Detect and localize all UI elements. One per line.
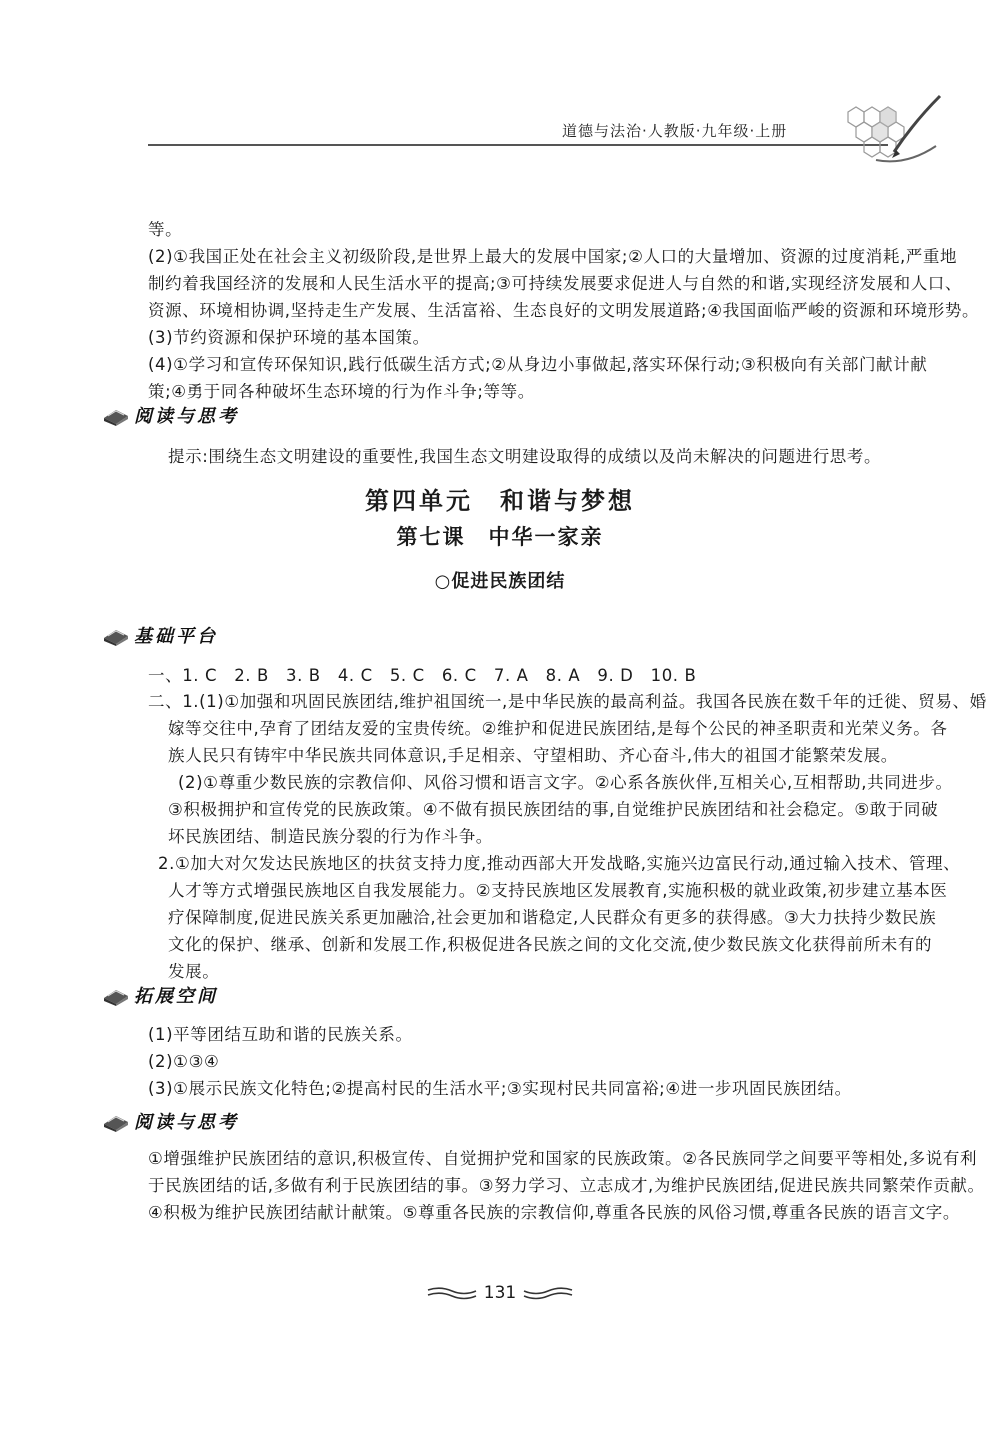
- text-line: 于民族团结的话,多做有利于民族团结的事。③努力学习、立志成才,为维护民族团结,促进民族共同繁荣作贡献。: [148, 1176, 985, 1195]
- section-label: 基础平台: [134, 626, 218, 647]
- book-icon: [102, 984, 130, 1006]
- section-label: 拓展空间: [134, 986, 218, 1007]
- text-line: (3)①展示民族文化特色;②提高村民的生活水平;③实现村民共同富裕;④进一步巩固民族团结。: [148, 1079, 852, 1098]
- expand-block: [148, 1021, 852, 1102]
- text-line: 嫁等交往中,孕育了团结友爱的宝贵传统。②维护和促进民族团结,是每个公民的神圣职责和光荣义务。各: [168, 719, 948, 738]
- page-number: [0, 1283, 1000, 1306]
- unit-title: 第四单元 和谐与梦想: [365, 487, 635, 515]
- choice-answers: [148, 662, 696, 689]
- text-line: (4)①学习和宣传环保知识,践行低碳生活方式;②从身边小事做起,落实环保行动;③积极向有关部门献计献: [148, 355, 928, 374]
- right-wave-ornament-icon: [522, 1285, 574, 1301]
- book-icon: [102, 1110, 130, 1132]
- section-title: ○促进民族团结: [434, 571, 566, 592]
- book-icon: [102, 404, 130, 426]
- text-line: 一、1. C 2. B 3. B 4. C 5. C 6. C 7. A 8. A 9. D 10. B: [148, 666, 697, 685]
- text-line: 人才等方式增强民族地区自我发展能力。②支持民族地区发展教育,实施积极的就业政策,初步建立基本医: [168, 881, 948, 900]
- text-line: ④积极为维护民族团结献计献策。⑤尊重各民族的宗教信仰,尊重各民族的风俗习惯,尊重各民族的语言文字。: [148, 1203, 960, 1222]
- top-block: [148, 216, 979, 405]
- header-rule: [148, 144, 888, 146]
- text-line: ①增强维护民族团结的意识,积极宣传、自觉拥护党和国家的民族政策。②各民族同学之间要平等相处,多说有利: [148, 1149, 978, 1168]
- text-line: ③积极拥护和宣传党的民族政策。④不做有损民族团结的事,自觉维护民族团结和社会稳定。⑤敢于同破: [168, 800, 939, 819]
- page-number-text: 131: [483, 1283, 517, 1303]
- book-icon: [102, 624, 130, 646]
- text-line: (1)平等团结互助和谐的民族关系。: [148, 1025, 413, 1044]
- honeycomb-pen-logo-icon: [836, 92, 946, 172]
- text-line: 提示:围绕生态文明建设的重要性,我国生态文明建设取得的成绩以及尚未解决的问题进行思考。: [168, 447, 882, 466]
- text-line: 族人民只有铸牢中华民族共同体意识,手足相亲、守望相助、齐心奋斗,伟大的祖国才能繁荣发展。: [168, 746, 898, 765]
- text-line: (2)①③④: [148, 1052, 220, 1071]
- text-line: 文化的保护、继承、创新和发展工作,积极促进各民族之间的文化交流,使少数民族文化获得前所未有的: [168, 935, 933, 954]
- left-wave-ornament-icon: [426, 1285, 478, 1301]
- section-label: 阅读与思考: [134, 1112, 239, 1133]
- lesson-title: 第七课 中华一家亲: [396, 525, 604, 549]
- text-line: 等。: [148, 220, 183, 239]
- section-badge-reading-1: [102, 400, 239, 430]
- answer-q1-part1: [148, 688, 987, 769]
- text-line: 发展。: [168, 962, 220, 981]
- answer-q1-part2: [168, 769, 953, 850]
- header-title: 道德与法治·人教版·九年级·上册: [562, 122, 788, 140]
- text-line: 2.①加大对欠发达民族地区的扶贫支持力度,推动西部大开发战略,实施兴边富民行动,通过输入技术、管理、: [158, 854, 961, 873]
- text-line: 坏民族团结、制造民族分裂的行为作斗争。: [168, 827, 493, 846]
- answer-q2: [158, 850, 960, 985]
- text-line: 资源、环境相协调,坚持走生产发展、生活富裕、生态良好的文明发展道路;④我国面临严峻的资源和环境形势。: [148, 301, 980, 320]
- text-line: (2)①我国正处在社会主义初级阶段,是世界上最大的发展中国家;②人口的大量增加、资源的过度消耗,严重地: [148, 247, 958, 266]
- reading-1-text: [168, 443, 881, 470]
- reading-2-block: [148, 1145, 985, 1226]
- section-label: 阅读与思考: [134, 406, 239, 427]
- text-line: 制约着我国经济的发展和人民生活水平的提高;③可持续发展要求促进人与自然的和谐,实现经济发展和人口、: [148, 274, 962, 293]
- section-badge-basic: [102, 620, 218, 650]
- text-line: (2)①尊重少数民族的宗教信仰、风俗习惯和语言文字。②心系各族伙伴,互相关心,互相帮助,共同进步。: [178, 773, 953, 792]
- text-line: (3)节约资源和保护环境的基本国策。: [148, 328, 430, 347]
- text-line: 疗保障制度,促进民族关系更加融洽,社会更加和谐稳定,人民群众有更多的获得感。③大力扶持少数民族: [168, 908, 937, 927]
- section-badge-expand: [102, 980, 218, 1010]
- text-line: 策;④勇于同各种破坏生态环境的行为作斗争;等等。: [148, 382, 535, 401]
- text-line: 二、1.(1)①加强和巩固民族团结,维护祖国统一,是中华民族的最高利益。我国各民族在数千年的迁徙、贸易、婚: [148, 692, 987, 711]
- section-badge-reading-2: [102, 1106, 239, 1136]
